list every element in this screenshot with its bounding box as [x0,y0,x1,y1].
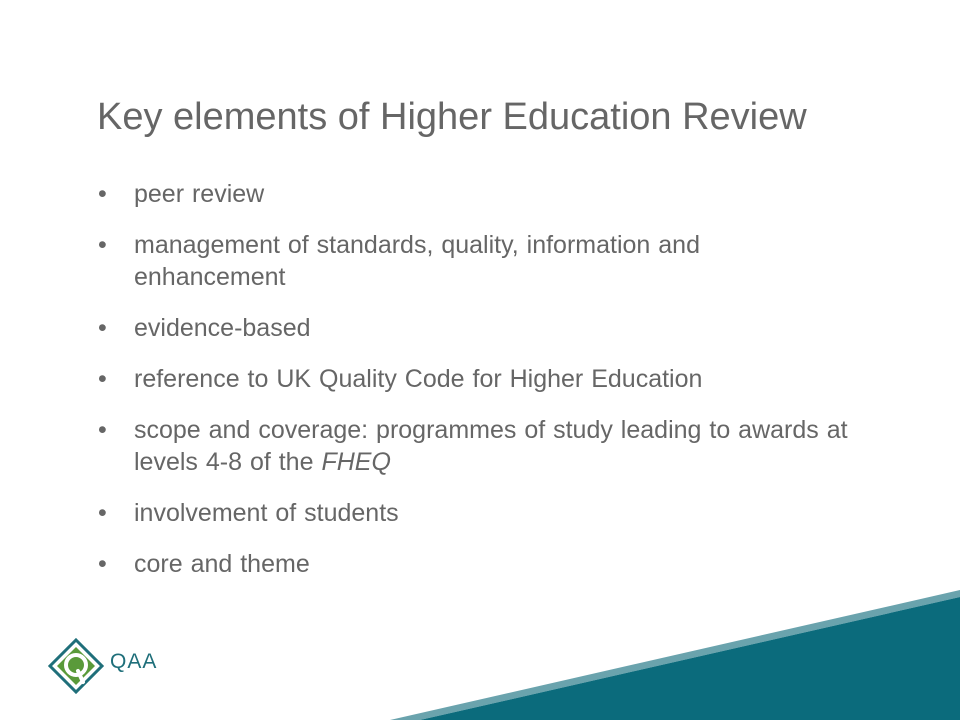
bullet-item-management [96,229,876,293]
bullet-item-core-theme [96,548,876,580]
bullet-dot: • [98,180,107,208]
bullet-item-involvement [96,497,876,529]
bullet-item-evidence-based [96,312,876,344]
bullet-dot: • [98,416,107,444]
bullet-text: reference to UK Quality Code for Higher Education [134,365,703,393]
bullet-text-fheq: FHEQ [321,448,391,476]
bullet-dot: • [98,499,107,527]
bullet-text: core and theme [134,550,310,578]
slide-title: Key elements of Higher Education Review [97,96,807,138]
bullet-item-peer-review [96,178,876,210]
bullet-text: management of standards, quality, information and enhancement [134,231,700,291]
bullet-item-scope-coverage [96,414,876,478]
footer-band-stripe [390,590,960,720]
bullet-dot: • [98,314,107,342]
bullet-item-quality-code [96,363,876,395]
qaa-logo-text: QAA [110,650,158,673]
bullet-text: involvement of students [134,499,399,527]
footer-band-fill [420,597,960,720]
bullet-list [96,178,876,580]
bullet-text: evidence-based [134,314,311,342]
bullet-dot: • [98,231,107,259]
bullet-dot: • [98,550,107,578]
bullet-text: peer review [134,180,265,208]
bullet-text: scope and coverage: programmes of study leading to awards at levels 4-8 of the [134,416,848,476]
qaa-q-logo-icon [48,638,104,694]
bullet-dot: • [98,365,107,393]
